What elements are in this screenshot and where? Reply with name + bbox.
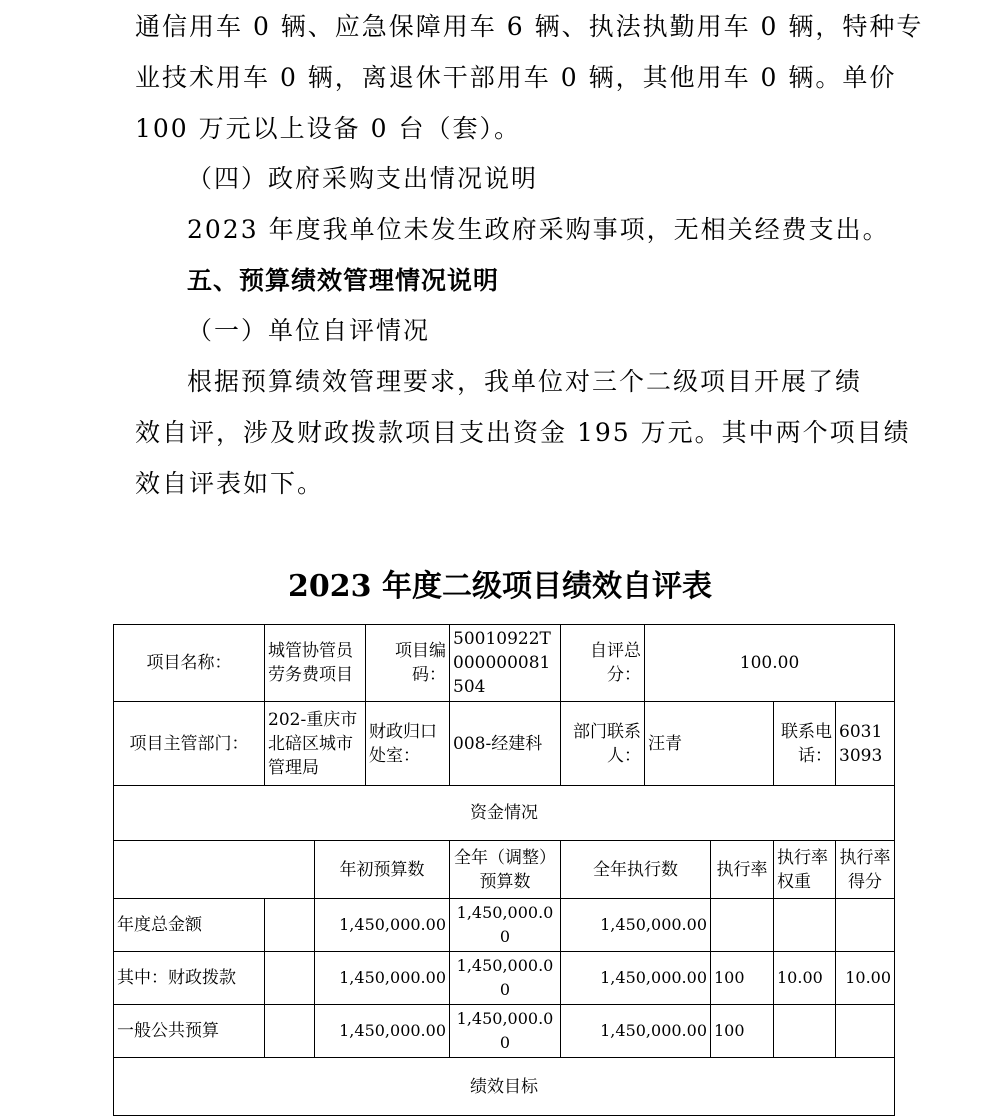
paragraph-procurement (187, 204, 890, 255)
funds-section-header: 资金情况 (114, 786, 895, 841)
heading-procurement (187, 153, 887, 204)
section-heading-performance-text: 五、预算绩效管理情况说明 (187, 266, 500, 295)
evaluation-table (113, 624, 895, 1116)
row-rate: 100 (711, 952, 774, 1005)
row-rate: 100 (711, 1005, 774, 1058)
row-blank (265, 952, 315, 1005)
table-row-column-headers (114, 841, 895, 899)
paragraph-vehicles (135, 1, 924, 154)
row-score (836, 899, 895, 952)
project-code-value: 50010922T000000081504 (450, 625, 561, 702)
phone-label: 联系电话： (774, 702, 836, 786)
finance-office-label: 财政归口处室： (366, 702, 450, 786)
row-adjusted: 1,450,000.00 (450, 899, 561, 952)
table-title: 2023 年度二级项目绩效自评表 (288, 569, 712, 604)
row-score (836, 1005, 895, 1058)
row-executed: 1,450,000.00 (561, 1005, 711, 1058)
row-weight (774, 899, 836, 952)
row-weight (774, 1005, 836, 1058)
row-initial: 1,450,000.00 (315, 1005, 450, 1058)
project-name-value: 城管协管员劳务费项目 (265, 625, 366, 702)
paragraph-vehicles-line-3: 100 万元以上设备 0 台（套）。 (135, 114, 521, 143)
row-blank (265, 899, 315, 952)
contact-label: 部门联系人： (561, 702, 645, 786)
header-rate-score: 执行率得分 (836, 841, 895, 899)
table-row-goals-section (114, 1058, 895, 1116)
section-heading-performance (187, 255, 887, 306)
row-blank (265, 1005, 315, 1058)
row-adjusted: 1,450,000.00 (450, 1005, 561, 1058)
header-exec-rate: 执行率 (711, 841, 774, 899)
table-row (114, 899, 895, 952)
finance-office-value: 008-经建科 (450, 702, 561, 786)
self-score-value: 100.00 (645, 625, 895, 702)
row-adjusted: 1,450,000.00 (450, 952, 561, 1005)
row-label: 一般公共预算 (114, 1005, 265, 1058)
header-adjusted-budget: 全年（调整）预算数 (450, 841, 561, 899)
table-row-funds-section (114, 786, 895, 841)
goals-section-header: 绩效目标 (114, 1058, 895, 1116)
row-weight: 10.00 (774, 952, 836, 1005)
project-name-label: 项目名称： (114, 625, 265, 702)
paragraph-self-evaluation-line-1: 根据预算绩效管理要求，我单位对三个二级项目开展了绩 (187, 367, 863, 396)
table-row-project (114, 625, 895, 702)
header-rate-weight: 执行率权重 (774, 841, 836, 899)
table-row (114, 952, 895, 1005)
heading-procurement-text: （四）政府采购支出情况说明 (187, 164, 539, 193)
row-label: 其中：财政拨款 (114, 952, 265, 1005)
heading-self-evaluation-text: （一）单位自评情况 (187, 316, 431, 345)
row-initial: 1,450,000.00 (315, 899, 450, 952)
paragraph-vehicles-line-1: 通信用车 0 辆、应急保障用车 6 辆、执法执勤用车 0 辆，特种专 (135, 12, 924, 41)
table-row-department (114, 702, 895, 786)
row-rate (711, 899, 774, 952)
row-initial: 1,450,000.00 (315, 952, 450, 1005)
heading-self-evaluation (187, 305, 887, 356)
project-code-label: 项目编码： (366, 625, 450, 702)
header-executed: 全年执行数 (561, 841, 711, 899)
dept-label: 项目主管部门： (114, 702, 265, 786)
paragraph-self-evaluation-line-3: 效自评表如下。 (135, 469, 325, 498)
phone-value: 60313093 (836, 702, 895, 786)
dept-value: 202-重庆市北碚区城市管理局 (265, 702, 366, 786)
row-label: 年度总金额 (114, 899, 265, 952)
self-score-label: 自评总分： (561, 625, 645, 702)
paragraph-vehicles-line-2: 业技术用车 0 辆，离退休干部用车 0 辆，其他用车 0 辆。单价 (135, 63, 897, 92)
table-row (114, 1005, 895, 1058)
row-executed: 1,450,000.00 (561, 899, 711, 952)
paragraph-procurement-text: 2023 年度我单位未发生政府采购事项，无相关经费支出。 (187, 215, 890, 244)
header-blank (114, 841, 315, 899)
paragraph-self-evaluation (135, 356, 911, 509)
row-executed: 1,450,000.00 (561, 952, 711, 1005)
header-initial-budget: 年初预算数 (315, 841, 450, 899)
contact-value: 汪青 (645, 702, 774, 786)
row-score: 10.00 (836, 952, 895, 1005)
paragraph-self-evaluation-line-2: 效自评，涉及财政拨款项目支出资金 195 万元。其中两个项目绩 (135, 418, 911, 447)
